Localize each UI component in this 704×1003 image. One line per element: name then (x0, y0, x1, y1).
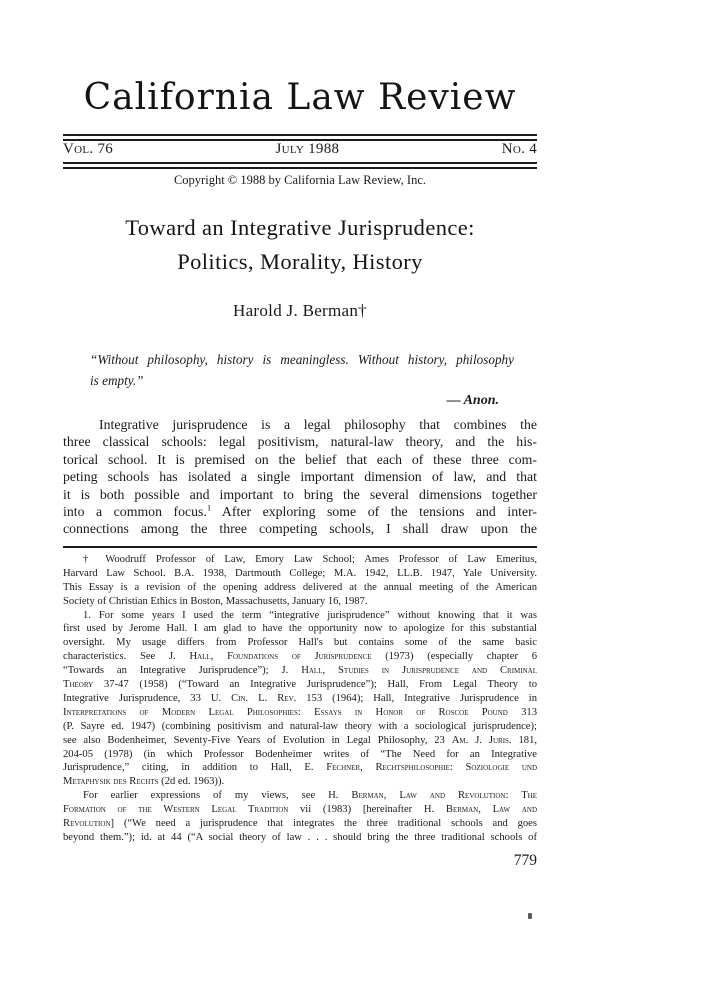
masthead-volume: Vol. 76 (63, 141, 114, 157)
epigraph-attribution: — Anon. (446, 393, 499, 408)
page-number: 779 (513, 852, 537, 869)
text-column (63, 0, 537, 1003)
body-paragraph: Integrative jurisprudence is a legal philosophy that combines the three classical schools: legal positivism, natural-law theory, and the his- torical school. It is premised on the belief that each of these three com- peting schools has isolated a single important dimension of law, and that it is both possible and important to bring the several dimensions together into a common focus.$^1$ After exploring some of the tensions and inter- connections among the three competing schools, I shall draw upon the (63, 417, 537, 537)
journal-title: California Law Review (83, 77, 517, 118)
article-title-line2: Politics, Morality, History (177, 249, 423, 274)
footnote-1: 1. For some years I used the term “integrative jurisprudence” without knowing that it was first used by Jerome Hall. I am glad to have the opportunity now to apologize for this substantial oversight. My usage differs from Professor Hall's but contains some of the same basic characteristics. See J. Hall, Foundations of Jurisprudence (1973) (especially chapter 6 “Towards an Integrative Jurisprudence”); J. Hall, Studies in Jurisprudence and Criminal Theory 37-47 (1958) (“Toward an Integrative Jurisprudence”); Hall, From Legal Theory to Integrative Jurisprudence, 33 U. Cin. L. Rev. 153 (1964); Hall, Integrative Jurisprudence in Interpretations of Modern Legal Philosophies: Essays in Honor of Roscoe Pound 313 (P. Sayre ed. 1947) (combining positivism and natural-law theory with a sociological jurisprudence); see also Bodenheimer, Seventy-Five Years of Evolution in Legal Philosophy, 23 Am. J. Juris. 181, 204-05 (1978) (in which Professor Bodenheimer writes of “The Need for an Integrative Jurisprudence,” citing, in addition to Hall, E. Fechner, Rechtsphilosophie: Soziologie und Metaphysik des Rechts (2d ed. 1963)). (63, 609, 537, 788)
epigraph: “Without philosophy, history is meaningless. Without history, philosophy is empty.” (90, 352, 514, 388)
article-author: Harold J. Berman† (233, 301, 367, 320)
copyright-line: Copyright © 1988 by California Law Review, Inc. (173, 173, 427, 187)
masthead-rule-top (63, 134, 537, 141)
masthead-number: No. 4 (501, 141, 537, 157)
footnote-1-continued: For earlier expressions of my views, see H. Berman, Law and Revolution: The Formation of the Western Legal Tradition vii (1983) [hereinafter H. Berman, Law and Revolution] (“We need a jurisprudence that integrates the three traditional schools and goes beyond them.”); id. at 44 (“A social theory of law . . . should bring the three traditional schools of (63, 790, 537, 843)
article-title-line1: Toward an Integrative Jurisprudence: (125, 215, 475, 240)
scan-artifact-dot (528, 913, 532, 919)
masthead-date: July 1988 (275, 141, 340, 157)
footnote-dagger: † Woodruff Professor of Law, Emory Law School; Ames Professor of Law Emeritus, Harvard Law School. B.A. 1938, Dartmouth College; M.A. 1942, LL.B. 1947, Yale University. This Essay is a revision of the opening address delivered at the annual meeting of the American Society of Christian Ethics in Boston, Massachusetts, January 16, 1987. (63, 554, 537, 607)
masthead-rule-bottom (63, 162, 537, 169)
footnote-separator (63, 546, 537, 548)
masthead-row (63, 141, 537, 158)
article-title (63, 211, 537, 279)
